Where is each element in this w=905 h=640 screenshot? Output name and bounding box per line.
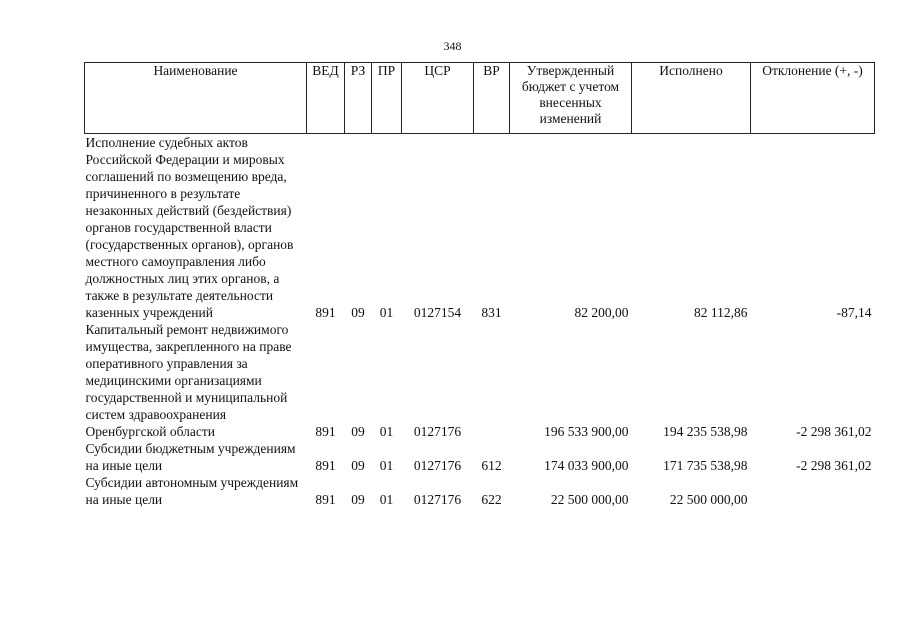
header-ved: ВЕД xyxy=(307,63,345,134)
table-row xyxy=(85,321,875,440)
row-ved: 891 xyxy=(315,492,336,507)
header-row xyxy=(85,63,875,134)
row-vr: 612 xyxy=(481,458,502,473)
header-deviation: Отклонение (+, -) xyxy=(751,63,875,134)
table-row xyxy=(85,134,875,322)
row-name: Субсидии автономным учреждениям на иные цели xyxy=(85,475,299,507)
header-rz: РЗ xyxy=(345,63,372,134)
header-csr: ЦСР xyxy=(402,63,474,134)
row-rz: 09 xyxy=(351,458,365,473)
table-row xyxy=(85,474,875,508)
row-rz: 09 xyxy=(351,424,365,439)
header-vr: ВР xyxy=(474,63,510,134)
row-executed: 171 735 538,98 xyxy=(663,458,748,473)
row-approved: 174 033 900,00 xyxy=(544,458,629,473)
row-approved: 82 200,00 xyxy=(574,305,629,320)
row-rz: 09 xyxy=(351,492,365,507)
row-deviation xyxy=(751,474,875,508)
row-name: Субсидии бюджетным учреждениям на иные цели xyxy=(85,441,296,473)
row-vr: 831 xyxy=(481,305,502,320)
row-ved: 891 xyxy=(315,458,336,473)
row-pr: 01 xyxy=(379,424,394,439)
row-csr: 0127154 xyxy=(413,305,462,320)
header-approved: Утвержденный бюджет с учетом внесенных изменений xyxy=(510,63,632,134)
budget-table xyxy=(84,62,875,508)
page-number: 348 xyxy=(443,39,462,53)
header-executed: Исполнено xyxy=(632,63,751,134)
header-name: Наименование xyxy=(85,63,307,134)
row-ved: 891 xyxy=(315,424,336,439)
row-csr: 0127176 xyxy=(413,458,462,473)
row-rz: 09 xyxy=(351,305,365,320)
row-vr: 622 xyxy=(481,492,502,507)
row-deviation: -2 298 361,02 xyxy=(796,458,872,473)
row-executed: 194 235 538,98 xyxy=(663,424,748,439)
row-deviation: -2 298 361,02 xyxy=(796,424,872,439)
row-deviation: -87,14 xyxy=(836,305,872,320)
row-name: Исполнение судебных актов Российской Федерации и мировых соглашений по возмещению вреда, причиненного в результате незаконных действий (бездействия) органов государственной власти (государственных органов), органов местного самоуправления либо должностных лиц этих органов, а также в результате деятельности казенных учреждений xyxy=(85,135,294,320)
row-ved: 891 xyxy=(315,305,336,320)
row-approved: 196 533 900,00 xyxy=(544,424,629,439)
row-pr: 01 xyxy=(379,492,394,507)
row-pr: 01 xyxy=(379,305,394,320)
row-executed: 22 500 000,00 xyxy=(669,492,748,507)
row-executed: 82 112,86 xyxy=(694,305,748,320)
row-csr: 0127176 xyxy=(413,492,462,507)
row-pr: 01 xyxy=(379,458,394,473)
table-row xyxy=(85,440,875,474)
header-pr: ПР xyxy=(372,63,402,134)
row-csr: 0127176 xyxy=(413,424,462,439)
row-approved: 22 500 000,00 xyxy=(550,492,629,507)
row-vr xyxy=(474,321,510,440)
row-name: Капитальный ремонт недвижимого имущества, закрепленного на праве оперативного управления за медицинскими организациями государственной и муниципальной систем здравоохранения Оренбургской области xyxy=(85,322,292,439)
